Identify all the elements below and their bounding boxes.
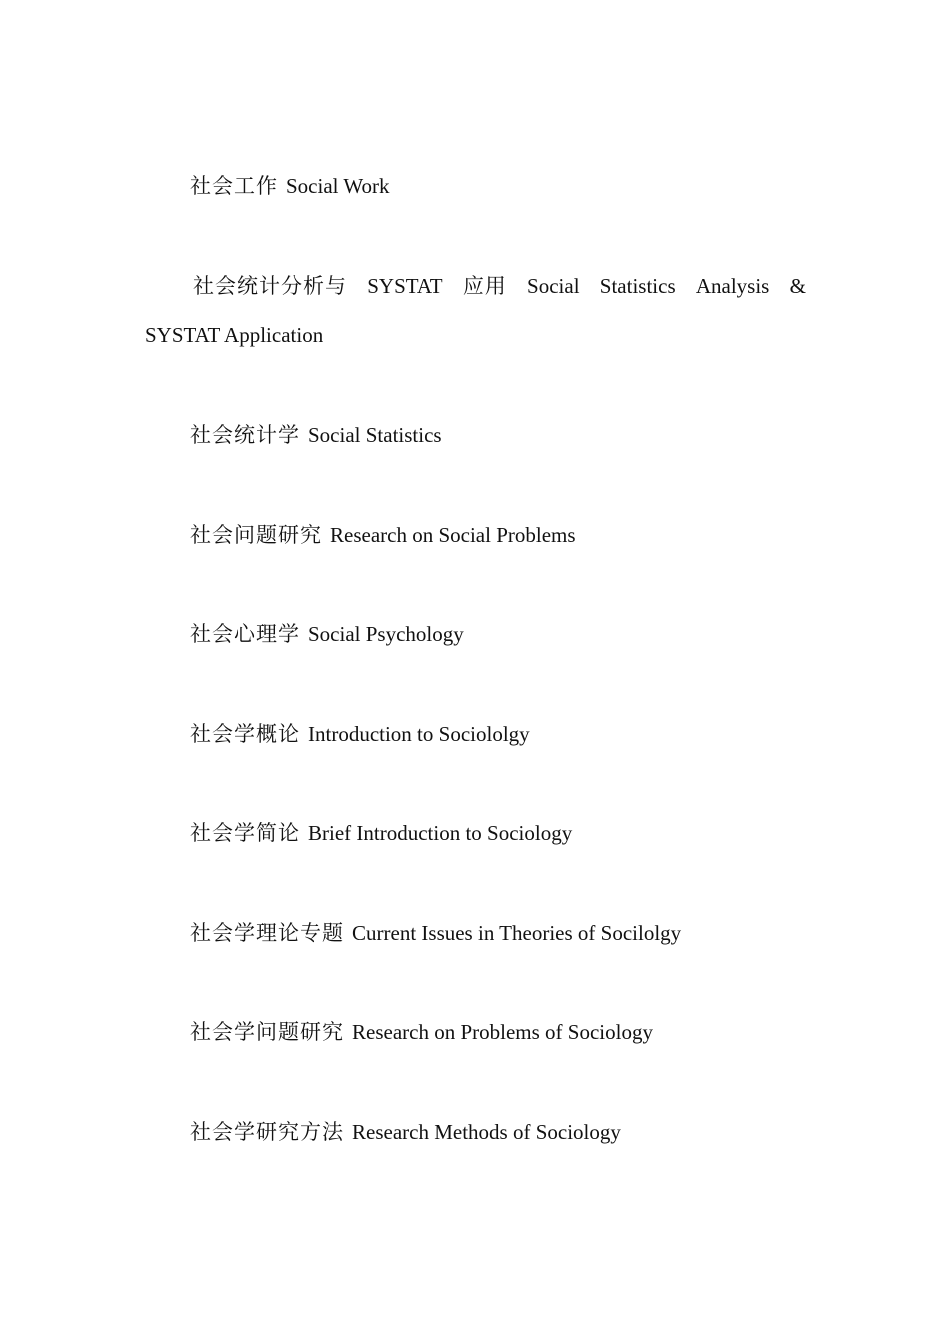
course-name-chinese: 社会工作 (190, 174, 278, 198)
course-name-english: Social Psychology (308, 622, 464, 646)
course-entry (145, 511, 806, 560)
entry-line (145, 909, 806, 958)
course-entry (145, 411, 806, 460)
entry-line (145, 610, 806, 659)
course-entry (145, 809, 806, 858)
course-word: 应用 (462, 274, 507, 298)
course-entry (145, 262, 806, 360)
course-name-english: Social Work (286, 174, 390, 198)
entry-line (145, 1108, 806, 1157)
entry-line (145, 262, 806, 311)
course-entry (145, 162, 806, 211)
entry-line (145, 511, 806, 560)
course-word: Analysis (695, 274, 770, 298)
course-name-chinese: 社会学理论专题 (190, 921, 344, 945)
entry-line (145, 411, 806, 460)
course-word: Statistics (599, 274, 676, 298)
course-name-chinese: 社会学问题研究 (190, 1020, 344, 1044)
course-name-chinese: 社会问题研究 (190, 523, 322, 547)
course-word: SYSTAT (367, 274, 443, 298)
course-entry (145, 1008, 806, 1057)
course-word: Social (527, 274, 580, 298)
course-name-chinese: 社会学研究方法 (190, 1120, 344, 1144)
course-name-english: Introduction to Sociololgy (308, 722, 530, 746)
course-name-english: Brief Introduction to Sociology (308, 821, 573, 845)
course-name-chinese: 社会心理学 (190, 622, 300, 646)
course-name-english-continued: SYSTAT Application (145, 323, 324, 347)
course-name-chinese: 社会学简论 (190, 821, 300, 845)
course-name-english: Research on Problems of Sociology (352, 1020, 653, 1044)
entry-line (145, 710, 806, 759)
course-entry (145, 909, 806, 958)
course-word: & (789, 274, 806, 298)
course-entry (145, 610, 806, 659)
entry-line (145, 809, 806, 858)
course-name-english: Current Issues in Theories of Socilolgy (352, 921, 682, 945)
entry-line (145, 1008, 806, 1057)
course-name-chinese: 社会统计学 (190, 423, 300, 447)
course-name-english: Social Statistics (308, 423, 442, 447)
course-entry (145, 1108, 806, 1157)
course-entry (145, 710, 806, 759)
course-name-english: Research on Social Problems (330, 523, 576, 547)
course-name-english: Research Methods of Sociology (352, 1120, 621, 1144)
entry-line (145, 162, 806, 211)
course-name-chinese: 社会统计分析与 (193, 274, 347, 298)
course-name-chinese: 社会学概论 (190, 722, 300, 746)
